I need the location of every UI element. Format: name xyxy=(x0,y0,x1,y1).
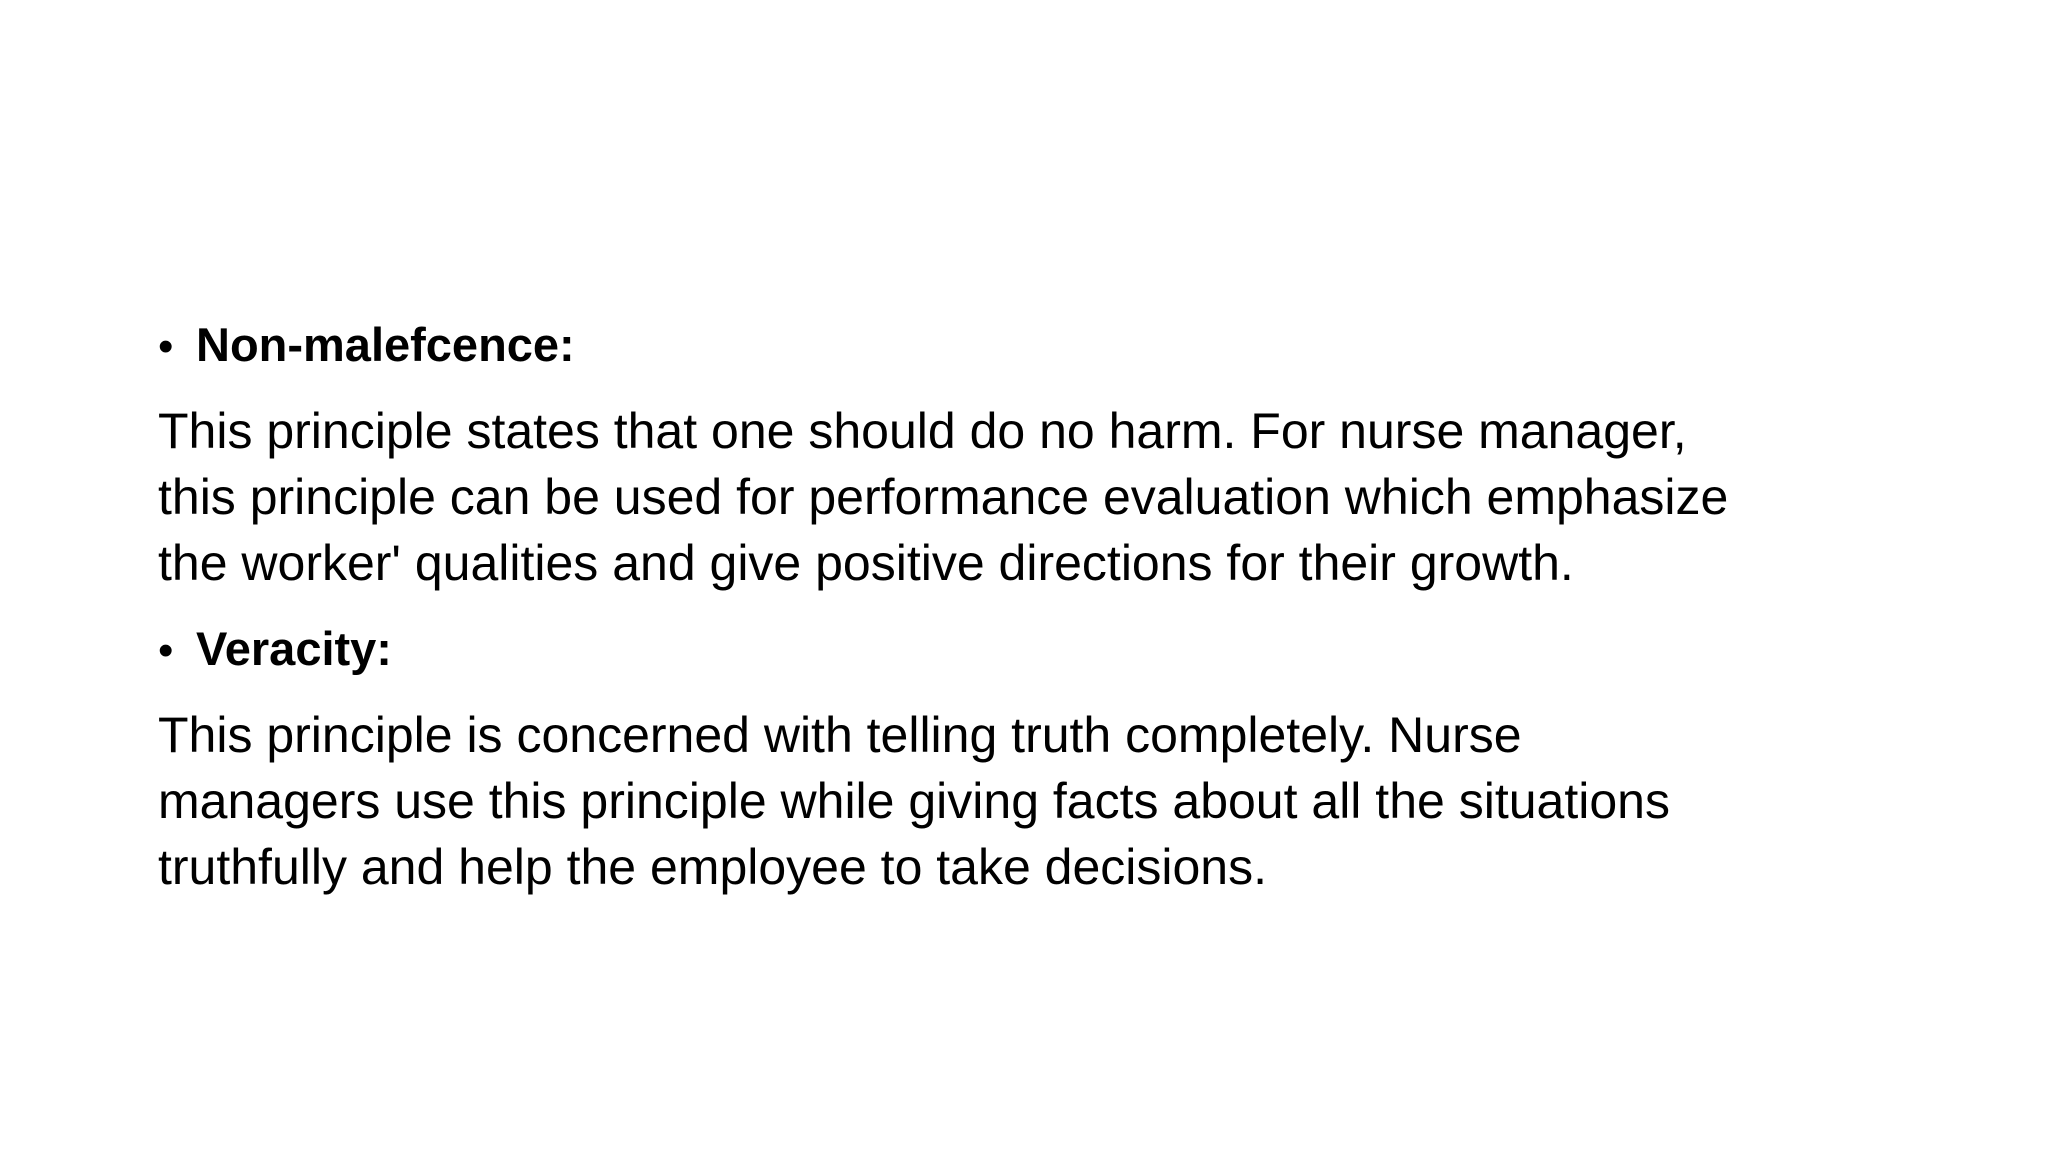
heading-veracity: Veracity: xyxy=(196,622,392,675)
bullet-non-maleficence xyxy=(158,312,1958,378)
paragraph-line: this principle can be used for performance evaluation which emphasize xyxy=(158,469,1729,525)
bullet-dot-icon: • xyxy=(158,322,174,371)
paragraph-line: managers use this principle while giving facts about all the situations xyxy=(158,773,1670,829)
slide-content xyxy=(158,312,1958,900)
bullet-veracity xyxy=(158,616,1958,682)
paragraph-line: truthfully and help the employee to take decisions. xyxy=(158,839,1268,895)
paragraph-veracity xyxy=(158,702,1958,900)
heading-non-maleficence: Non-malefcence: xyxy=(196,318,575,371)
paragraph-line: This principle states that one should do no harm. For nurse manager, xyxy=(158,403,1687,459)
paragraph-line: the worker' qualities and give positive directions for their growth. xyxy=(158,535,1574,591)
paragraph-line: This principle is concerned with telling truth completely. Nurse xyxy=(158,707,1522,763)
paragraph-non-maleficence xyxy=(158,398,1958,596)
bullet-dot-icon: • xyxy=(158,626,174,675)
